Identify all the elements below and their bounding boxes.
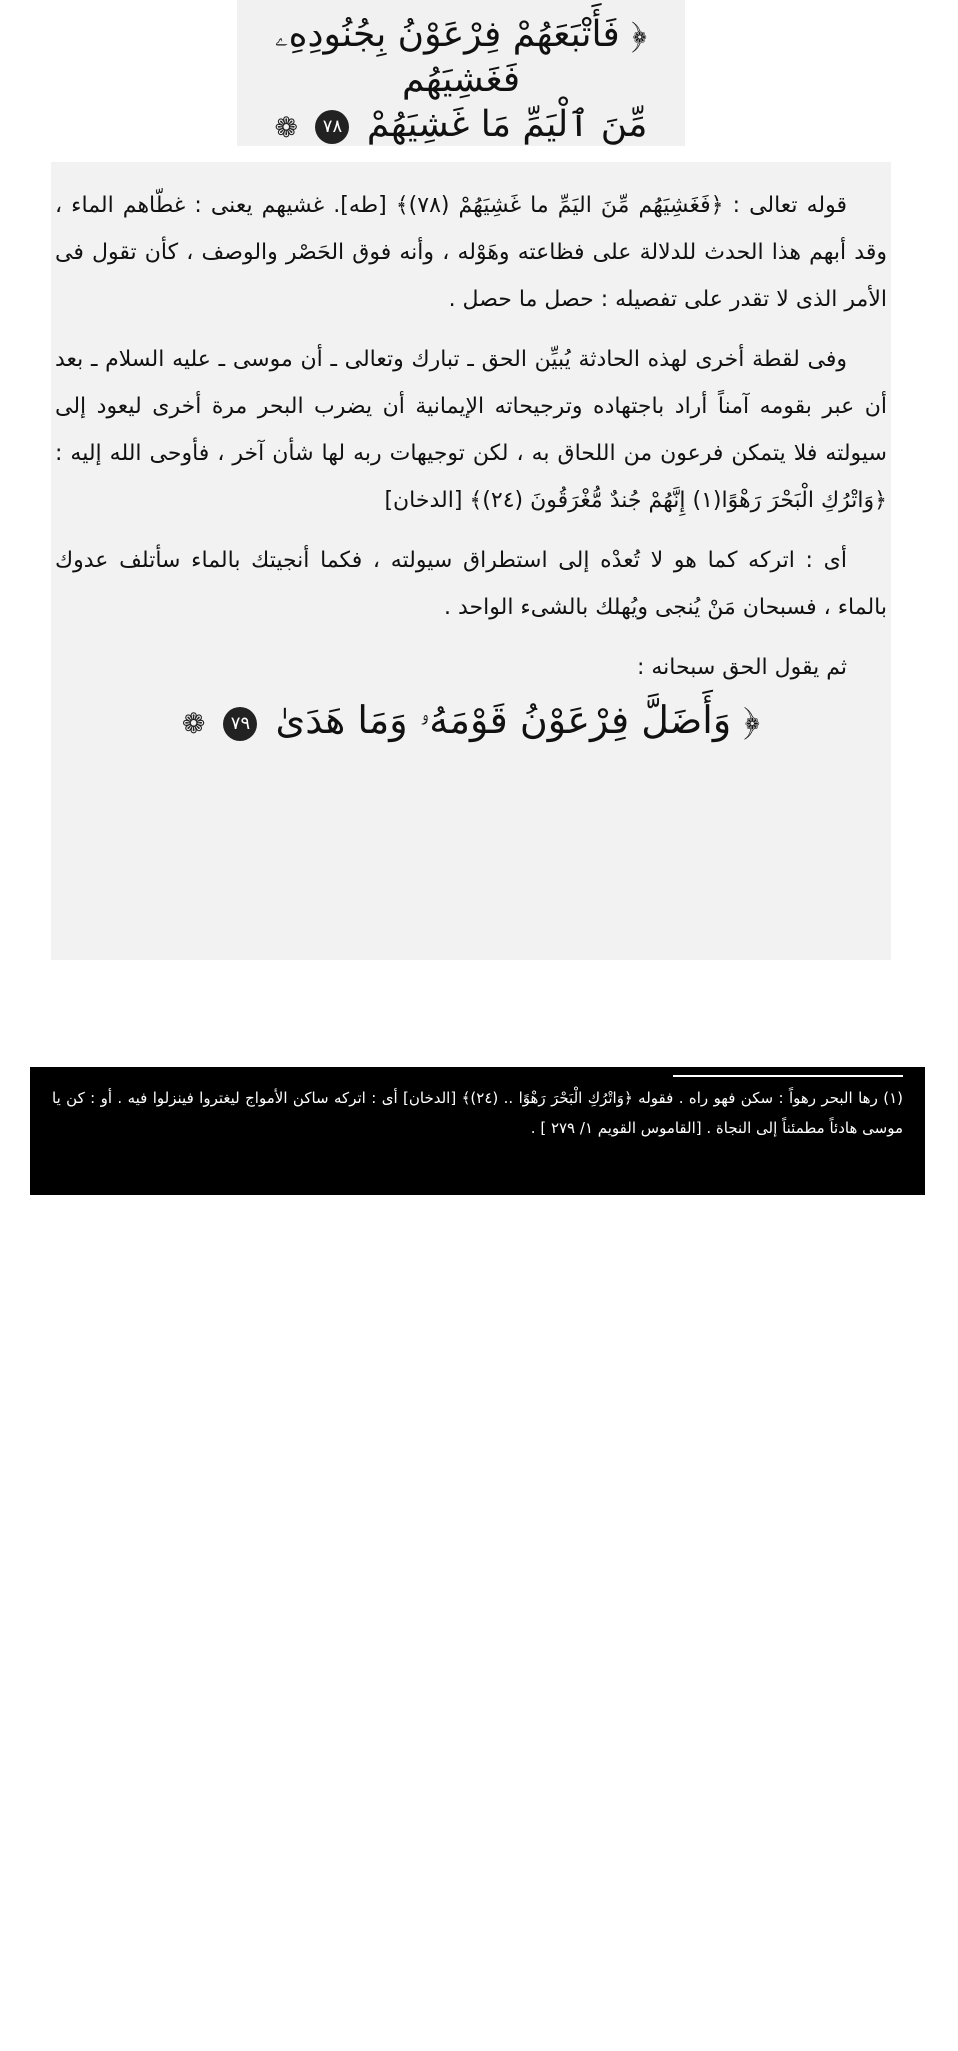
verse-header-line1 (237, 0, 685, 102)
footnote-divider (673, 1075, 903, 1077)
ornament-icon: ❁ (181, 706, 206, 740)
verse-header (237, 0, 685, 146)
verse-header-text1: ﴿ فَأَتْبَعَهُمْ فِرْعَوْنُ بِجُنُودِهِۦ فَغَشِيَهُم (274, 14, 648, 100)
ornament-icon: ❁ (274, 110, 299, 144)
paragraph-3: أى : اتركه كما هو لا تُعدْه إلى استطراق سيولته ، فكما أنجيتك بالماء سأتلف عدوك بالماء ، فسبحان مَنْ يُنجى ويُهلك بالشىء الواحد . (55, 548, 887, 620)
footnote-text: (١) رها البحر رهواً : سكن فهو راه . فقوله ﴿وَاتْرُكِ الْبَحْرَ رَهْوًا .. (٢٤)﴾ [الدخان] أى : اتركه ساكن الأمواج ليغتروا فينزلوا فيه . أو : كن يا موسى هادئاً مطمئناً إلى النجاة . [القاموس القويم ١/ ٢٧٩ ] . (52, 1089, 904, 1137)
verse-header-text2: مِّنَ ٱلْيَمِّ مَا غَشِيَهُمْ (366, 104, 648, 145)
commentary-body (51, 162, 891, 960)
paragraph-1: قوله تعالى : ﴿فَغَشِيَهُم مِّنَ اليَمِّ ما غَشِيَهُمْ (٧٨)﴾ [طه]. غشيهم يعنى : غطّاهم الماء ، وقد أبهم هذا الحدث للدلالة على فظاعته وهَوْله ، وأنه فوق الحَصْر والوصف ، كأن تقول فى الأمر الذى لا تقدر على تفصيله : حصل ما حصل . (55, 193, 887, 312)
ayah-number-badge: ٧٨ (315, 110, 349, 144)
paragraph-2: وفى لقطة أخرى لهذه الحادثة يُبيِّن الحق ـ تبارك وتعالى ـ أن موسى ـ عليه السلام ـ بعد أن عبر بقومه آمناً أراد باجتهاده وترجيحاته الإيمانية أن يضرب البحر مرة أخرى ليعود إلى سيولته فلا يتمكن فرعون من اللحاق به ، لكن توجيهات ربه لها شأن آخر ، فأوحى الله إليه : ﴿وَاتْرُكِ الْبَحْرَ رَهْوًا(١) إِنَّهُمْ جُندٌ مُّغْرَقُونَ (٢٤)﴾ [الدخان] (55, 347, 887, 513)
closing-line: ثم يقول الحق سبحانه : (636, 655, 847, 680)
verse-bottom-text: ﴿ وَأَضَلَّ فِرْعَوْنُ قَوْمَهُۥ وَمَا هَدَىٰ (275, 698, 761, 742)
footnote (30, 1067, 925, 1195)
verse-bottom (55, 695, 887, 749)
verse-header-line2 (237, 102, 685, 147)
ayah-number-badge-bottom: ٧٩ (223, 707, 257, 741)
